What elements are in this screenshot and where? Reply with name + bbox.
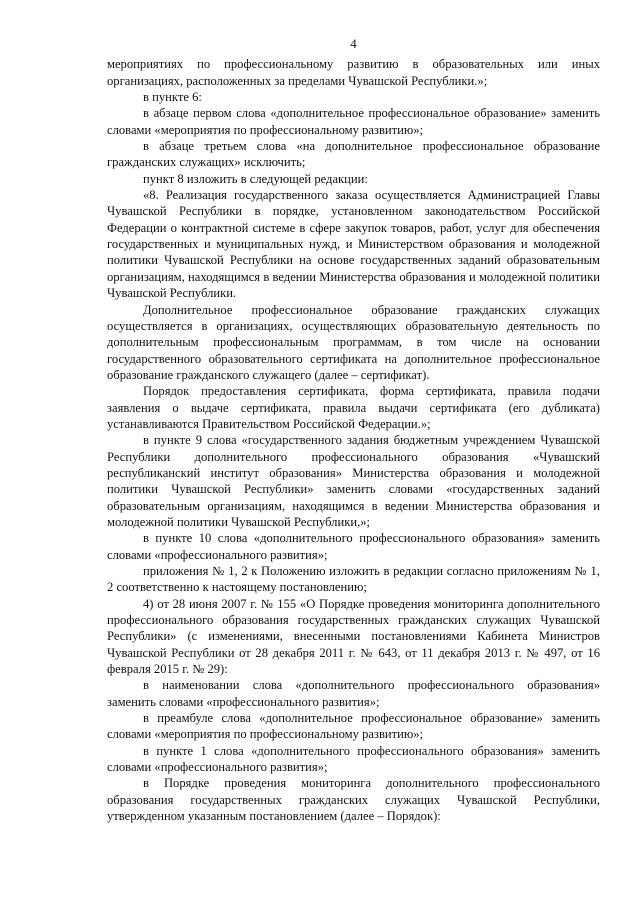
page-number: 4 (350, 37, 357, 51)
paragraph-12: 4) от 28 июня 2007 г. № 155 «О Порядке проведения мониторинга дополнительного профессионального образования государственных гражданских служащих Чувашской Республики» (с изменениями, внесенными постановлениями Кабинета Министров Чувашской Республики от 28 декабря 2011 г. № 643, от 11 декабря 2013 г. № 497, от 16 февраля 2015 г. № 29): (107, 596, 600, 677)
paragraph-3: в абзаце первом слова «дополнительное профессиональное образование» заменить словами «мероприятия по профессиональному развитию»; (107, 106, 600, 137)
paragraph-13: в наименовании слова «дополнительного профессионального образования» заменить словами «профессионального развития»; (107, 678, 600, 709)
paragraph-1: мероприятиях по профессиональному развитию в образовательных или иных организациях, расположенных за пределами Чувашской Республики.»; (107, 57, 600, 88)
paragraph-4: в абзаце третьем слова «на дополнительное профессиональное образование гражданских служащих» исключить; (107, 139, 600, 170)
paragraph-9: в пункте 9 слова «государственного задания бюджетным учреждением Чувашской Республики дополнительного профессионального образования «Чувашский республиканский институт образования» Министерства образования и молодежной политики Чувашской Республики» заменить словами «государственных заданий образовательным организациям, находящимся в ведении Министерства образования и молодежной политики Чувашской Республики,»; (107, 433, 600, 529)
paragraph-5: пункт 8 изложить в следующей редакции: (143, 171, 368, 186)
paragraph-10: в пункте 10 слова «дополнительного профессионального образования» заменить словами «профессионального развития»; (107, 531, 600, 562)
paragraph-7: Дополнительное профессиональное образование гражданских служащих осуществляется в организациях, осуществляющих образовательную деятельность по дополнительным профессиональным программам, в том числе на основании государственного образовательного сертификата на дополнительное профессиональное образование гражданского служащего (далее – сертификат). (107, 302, 600, 382)
paragraph-15: в пункте 1 слова «дополнительного профессионального образования» заменить словами «профессионального развития»; (107, 743, 600, 775)
paragraph-2: в пункте 6: (143, 90, 202, 105)
paragraph-11: приложения № 1, 2 к Положению изложить в редакции согласно приложениям № 1, 2 соответственно к настоящему постановлению; (107, 564, 600, 595)
paragraph-6: «8. Реализация государственного заказа осуществляется Администрацией Главы Чувашской Республики в порядке, установленном законодательством Российской Федерации о контрактной системе в сфере закупок товаров, работ, услуг для обеспечения государственных и муниципальных нужд, и Министерством образования и молодежной политики Чувашской Республики на основе государственных заданий образовательным организациям, находящимся в ведении Министерства образования и молодежной политики Чувашской Республики. (107, 188, 600, 301)
paragraph-14: в преамбуле слова «дополнительное профессиональное образование» заменить словами «мероприятия по профессиональному развитию»; (107, 711, 600, 742)
paragraph-16: в Порядке проведения мониторинга дополнительного профессионального образования государственных гражданских служащих Чувашской Республики, утвержденном указанным постановлением (далее – Порядок): (107, 776, 600, 824)
document-body (107, 56, 600, 824)
paragraph-8: Порядок предоставления сертификата, форма сертификата, правила подачи заявления о выдаче сертификата, правила выдачи сертификата (его дубликата) устанавливаются Правительством Российской Федерации.»; (107, 384, 600, 431)
